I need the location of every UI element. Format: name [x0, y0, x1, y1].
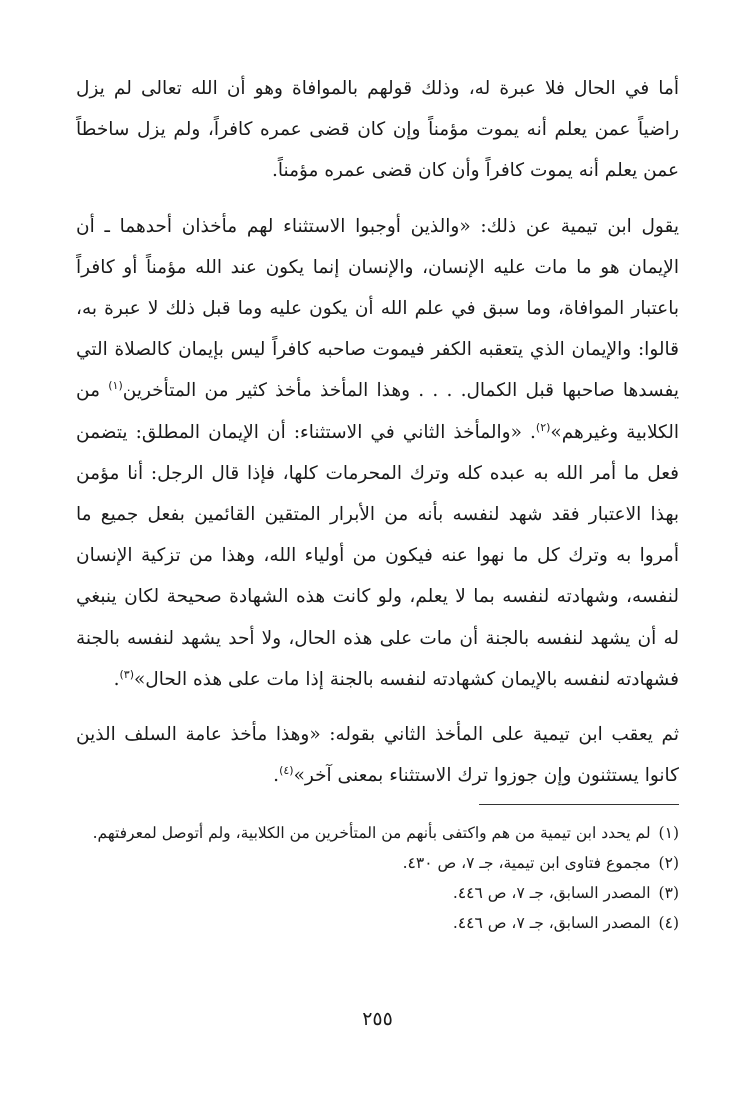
footnote-separator: [479, 804, 679, 805]
footnote-number: (٣): [658, 884, 679, 902]
paragraph-text: .: [273, 765, 280, 787]
footnote-text: مجموع فتاوى ابن تيمية، جـ ٧، ص ٤٣٠.: [402, 854, 651, 872]
footnote-item: [76, 818, 679, 848]
footnote-reference: (١): [108, 379, 123, 393]
paragraph-text: .: [113, 668, 120, 690]
footnote-reference: (٤): [279, 764, 294, 778]
footnote-item: [76, 878, 679, 908]
paragraph-text: أما في الحال فلا عبرة له، وذلك قولهم بالموافاة وهو أن الله تعالى لم يزل راضياً عمن يعلم أنه يموت مؤمناً وإن كان قضى عمره كافراً، ولم يزل ساخطاً عمن يعلم أنه يموت كافراً وأن كان قضى عمره مؤمناً.: [76, 78, 679, 182]
paragraph: [76, 206, 679, 700]
footnote-reference: (٣): [119, 667, 134, 681]
footnote-item: [76, 908, 679, 938]
paragraph: [76, 714, 679, 796]
footnotes-list: [76, 818, 679, 938]
footnote-number: (١): [658, 824, 679, 842]
footnote-text: المصدر السابق، جـ ٧، ص ٤٤٦.: [452, 884, 651, 902]
footnote-text: لم يحدد ابن تيمية من هم واكتفى بأنهم من المتأخرين من الكلابية، ولم أتوصل لمعرفتهم.: [92, 824, 651, 842]
footnote-number: (٤): [658, 914, 679, 932]
footnote-item: [76, 848, 679, 878]
paragraph-text: ثم يعقب ابن تيمية على المأخذ الثاني بقوله: «وهذا مأخذ عامة السلف الذين كانوا يستثنون وإن جوزوا ترك الاستثناء بمعنى آخر»: [76, 724, 679, 787]
page-number: ٢٥٥: [362, 1008, 393, 1030]
paragraph-text: . «والمأخذ الثاني في الاستثناء: أن الإيمان المطلق: يتضمن فعل ما أمر الله به عبده كله وترك المحرمات كلها، فإذا قال الرجل: أنا مؤمن بهذا الاعتبار فقد شهد لنفسه بأنه من الأبرار المتقين القائمين بفعل جميع ما أمروا به وترك كل ما نهوا عنه فيكون من أولياء الله، وهذا من تزكية الإنسان لنفسه، وشهادته لنفسه بما لا يعلم، ولو كانت هذه الشهادة صحيحة لكان ينبغي له أن يشهد لنفسه بالجنة أن مات على هذه الحال، ولا أحد يشهد لنفسه بالجنة فشهادته لنفسه بالإيمان كشهادته لنفسه بالجنة إذا مات على هذه الحال»: [76, 421, 679, 690]
footnote-text: المصدر السابق، جـ ٧، ص ٤٤٦.: [452, 914, 651, 932]
footnote-number: (٢): [658, 854, 679, 872]
paragraph-text: من الكلابية وغيرهم»: [76, 380, 679, 443]
footnote-reference: (٢): [535, 420, 551, 434]
paragraph-text: يقول ابن تيمية عن ذلك: «والذين أوجبوا الاستثناء لهم مأخذان أحدهما ـ أن الإيمان هو ما مات عليه الإنسان، والإنسان إنما يكون عند الله مؤمناً أو كافراً باعتبار الموافاة، وما سبق في علم الله أن يكون عليه وما قبل ذلك لا عبرة به، قالوا: والإيمان الذي يتعقبه الكفر فيموت صاحبه كافراً ليس بإيمان كالصلاة التي يفسدها صاحبها قبل الكمال. . . . وهذا المأخذ مأخذ كثير من المتأخرين: [76, 215, 679, 402]
main-text: [76, 68, 679, 796]
paragraph: [76, 68, 679, 192]
